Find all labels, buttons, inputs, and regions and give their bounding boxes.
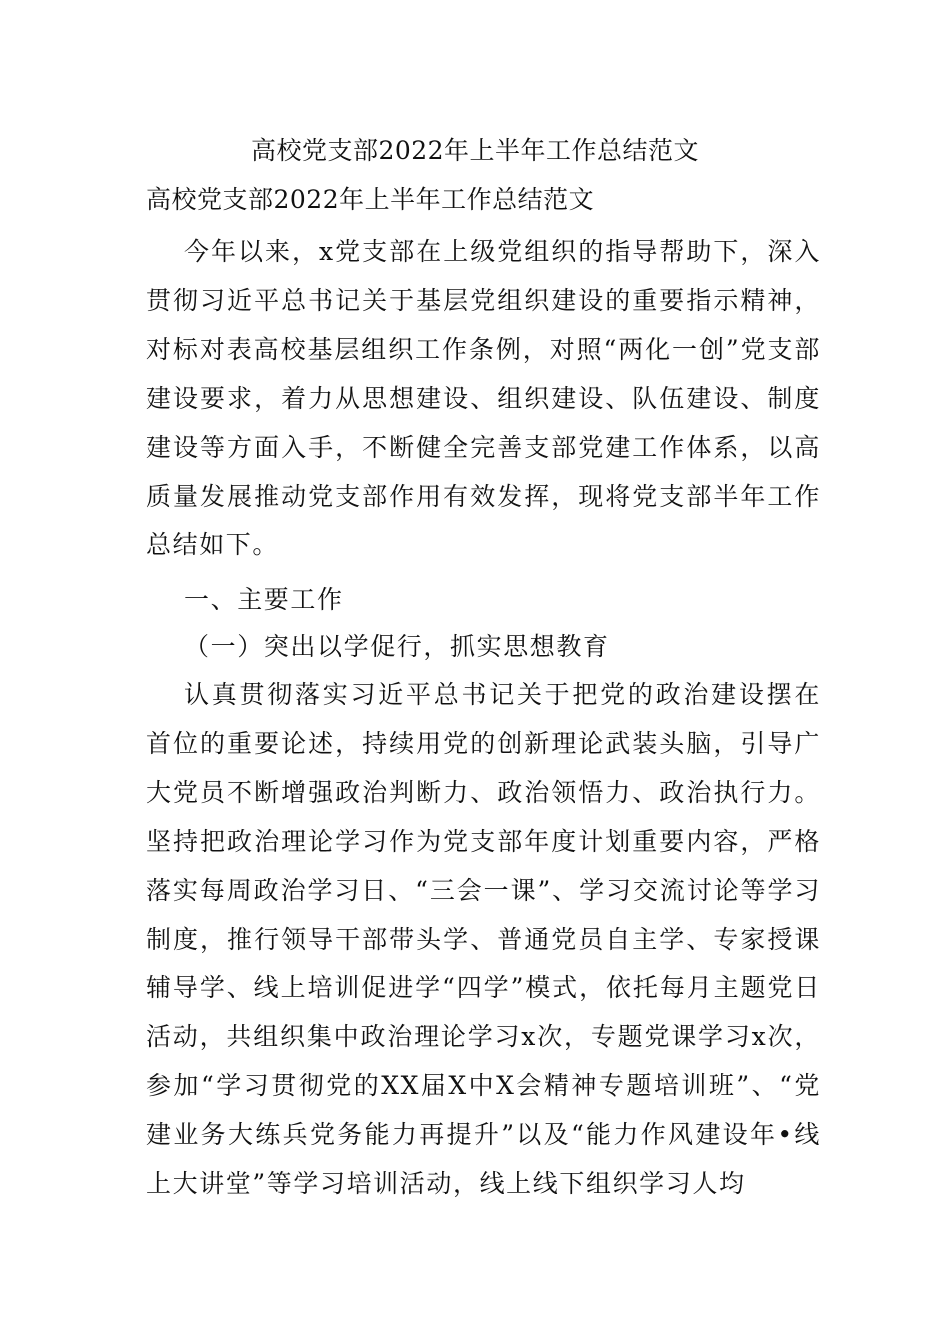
- document-title: 高校党支部2022年上半年工作总结范文: [250, 136, 700, 165]
- section-heading: 一、主要工作: [184, 585, 344, 614]
- paragraph-study: 认真贯彻落实习近平总书记关于把党的政治建设摆在首位的重要论述，持续用党的创新理论武装头脑，引导广大党员不断增强政治判断力、政治领悟力、政治执行力。坚持把政治理论学习作为党支部年度计划重要内容，严格落实每周政治学习日、“三会一课”、学习交流讨论等学习制度，推行领导干部带头学、普通党员自主学、专家授课辅导学、线上培训促进学“四学”模式，依托每月主题党日活动，共组织集中政治理论学习x次，专题党课学习x次，参加“学习贯彻党的XX届X中X会精神专题培训班”、“党建业务大练兵党务能力再提升”以及“能力作风建设年•线上大讲堂”等学习培训活动，线上线下组织学习人均: [146, 680, 821, 1199]
- subsection-heading: （一）突出以学促行，抓实思想教育: [184, 632, 610, 661]
- document-subtitle: 高校党支部2022年上半年工作总结范文: [146, 185, 595, 214]
- paragraph-intro: 今年以来，x党支部在上级党组织的指导帮助下，深入贯彻习近平总书记关于基层党组织建设的重要指示精神，对标对表高校基层组织工作条例，对照“两化一创”党支部建设要求，着力从思想建设、组织建设、队伍建设、制度建设等方面入手，不断健全完善支部党建工作体系，以高质量发展推动党支部作用有效发挥，现将党支部半年工作总结如下。: [146, 237, 821, 560]
